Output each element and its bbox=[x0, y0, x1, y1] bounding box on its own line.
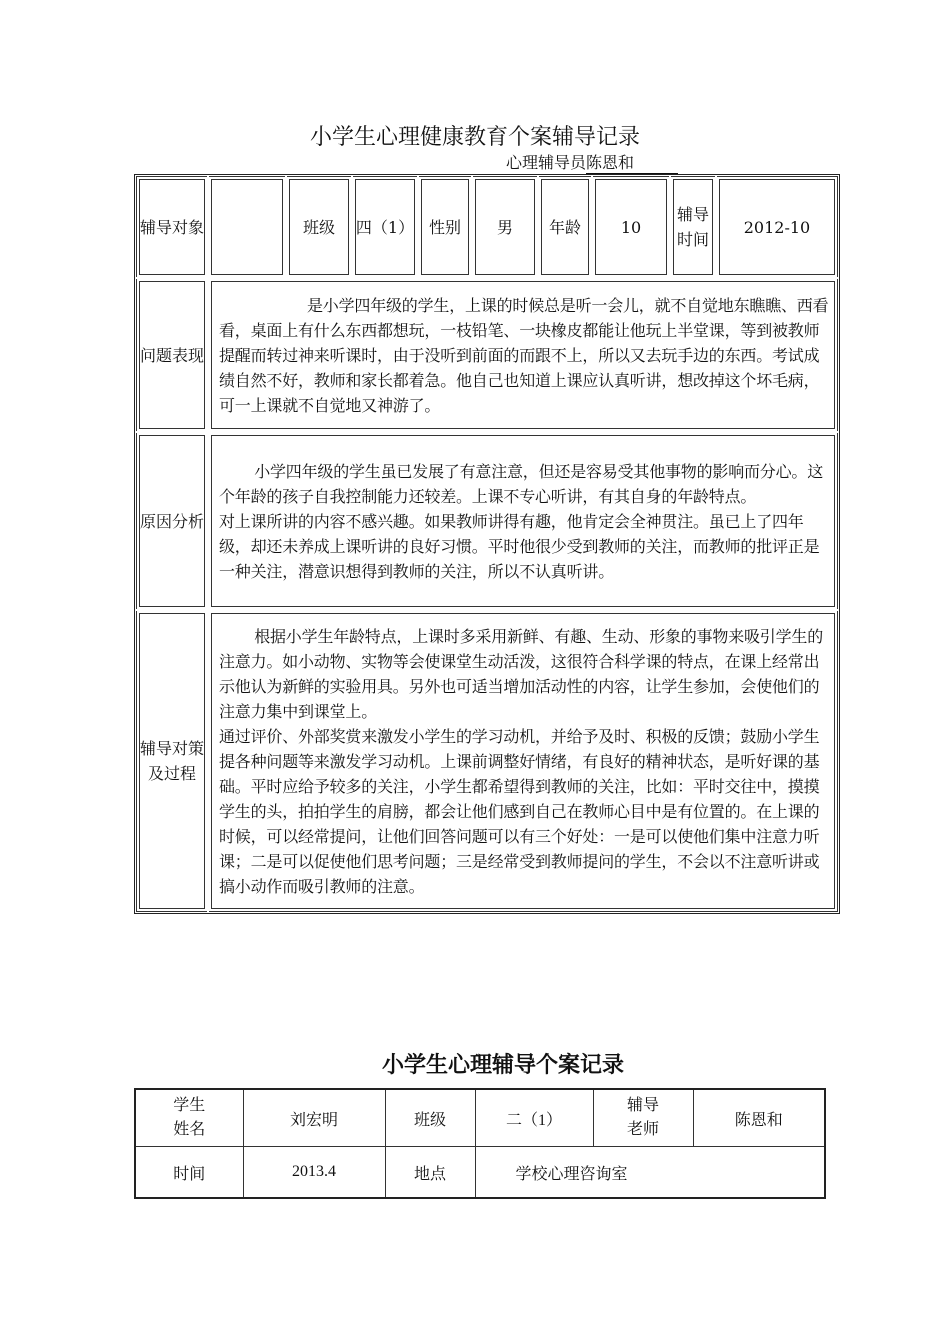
strategy-label: 辅导对策及过程 bbox=[136, 610, 208, 912]
age-value: 10 bbox=[592, 176, 670, 278]
strategy-row bbox=[136, 610, 838, 912]
class-label: 班级 bbox=[286, 176, 352, 278]
cause-text-2: 对上课所讲的内容不感兴趣。如果教师讲得有趣，他肯定会全神贯注。虽已上了四年级，却还未养成上课听讲的良好习惯。平时他很少受到教师的关注，而教师的批评正是一种关注，潜意识想得到教师的关注，所以不认真听讲。 bbox=[219, 511, 820, 581]
cause-row bbox=[136, 432, 838, 610]
class2-label: 班级 bbox=[385, 1089, 475, 1147]
cause-content bbox=[208, 432, 838, 610]
time2-label: 时间 bbox=[135, 1147, 243, 1199]
time-label: 辅导时间 bbox=[670, 176, 716, 278]
info-row-2 bbox=[135, 1147, 825, 1199]
place-label: 地点 bbox=[385, 1147, 475, 1199]
problem-text: 是小学四年级的学生，上课的时候总是听一会儿，就不自觉地东瞧瞧、西看看，桌面上有什么东西都想玩，一枝铅笔、一块橡皮都能让他玩上半堂课，等到被教师提醒而转过神来听课时，由于没听到前面的而跟不上，所以又去玩手边的东西。考试成绩自然不好，教师和家长都着急。他自己也知道上课应认真听讲，想改掉这个坏毛病，可一上课就不自觉地又神游了。 bbox=[219, 295, 829, 415]
place-value: 学校心理咨询室 bbox=[475, 1147, 825, 1199]
cause-label: 原因分析 bbox=[136, 432, 208, 610]
header-row bbox=[136, 176, 838, 278]
teacher-value: 陈恩和 bbox=[693, 1089, 825, 1147]
counselor-name: 陈恩和 bbox=[586, 150, 678, 174]
class2-value: 二（1） bbox=[475, 1089, 593, 1147]
record2-title: 小学生心理辅导个案记录 bbox=[381, 1052, 624, 1078]
class-value: 四（1） bbox=[352, 176, 418, 278]
time2-value: 2013.4 bbox=[243, 1147, 385, 1199]
student-value: 刘宏明 bbox=[243, 1089, 385, 1147]
counselor-line bbox=[506, 150, 678, 174]
strategy-content bbox=[208, 610, 838, 912]
strategy-text-1: 根据小学生年龄特点，上课时多采用新鲜、有趣、生动、形象的事物来吸引学生的注意力。如小动物、实物等会使课堂生动活泼，这很符合科学课的特点，在课上经常出示他认为新鲜的实验用具。另外也可适当增加活动性的内容，让学生参加，会使他们的注意力集中到课堂上。 bbox=[219, 626, 823, 721]
counseling-record-table bbox=[134, 174, 840, 914]
info-row-1 bbox=[135, 1089, 825, 1147]
strategy-text-2: 通过评价、外部奖赏来激发小学生的学习动机，并给予及时、积极的反馈；鼓励小学生提各种问题等来激发学习动机。上课前调整好情绪，有良好的精神状态，是听好课的基础。平时应给予较多的关注，小学生都希望得到教师的关注，比如：平时交往中，摸摸学生的头，拍拍学生的肩膀，都会让他们感到自己在教师心目中是有位置的。在上课的时候，可以经常提问，让他们回答问题可以有三个好处：一是可以使他们集中注意力听课；二是可以促使他们思考问题；三是经常受到教师提问的学生，不会以不注意听讲或搞小动作而吸引教师的注意。 bbox=[219, 726, 820, 896]
record-title: 小学生心理健康教育个案辅导记录 bbox=[309, 125, 640, 150]
subject-value bbox=[208, 176, 286, 278]
problem-content bbox=[208, 278, 838, 432]
student-label: 学生姓名 bbox=[135, 1089, 243, 1147]
age-label: 年龄 bbox=[538, 176, 592, 278]
gender-value: 男 bbox=[472, 176, 538, 278]
teacher-label: 辅导老师 bbox=[593, 1089, 693, 1147]
gender-label: 性别 bbox=[418, 176, 472, 278]
problem-label: 问题表现 bbox=[136, 278, 208, 432]
time-value: 2012-10 bbox=[716, 176, 838, 278]
student-info-table bbox=[134, 1088, 826, 1199]
counselor-label: 心理辅导员 bbox=[506, 153, 587, 172]
problem-row bbox=[136, 278, 838, 432]
subject-label: 辅导对象 bbox=[136, 176, 208, 278]
cause-text-1: 小学四年级的学生虽已发展了有意注意，但还是容易受其他事物的影响而分心。这个年龄的孩子自我控制能力还较差。上课不专心听讲，有其自身的年龄特点。 bbox=[219, 461, 823, 506]
